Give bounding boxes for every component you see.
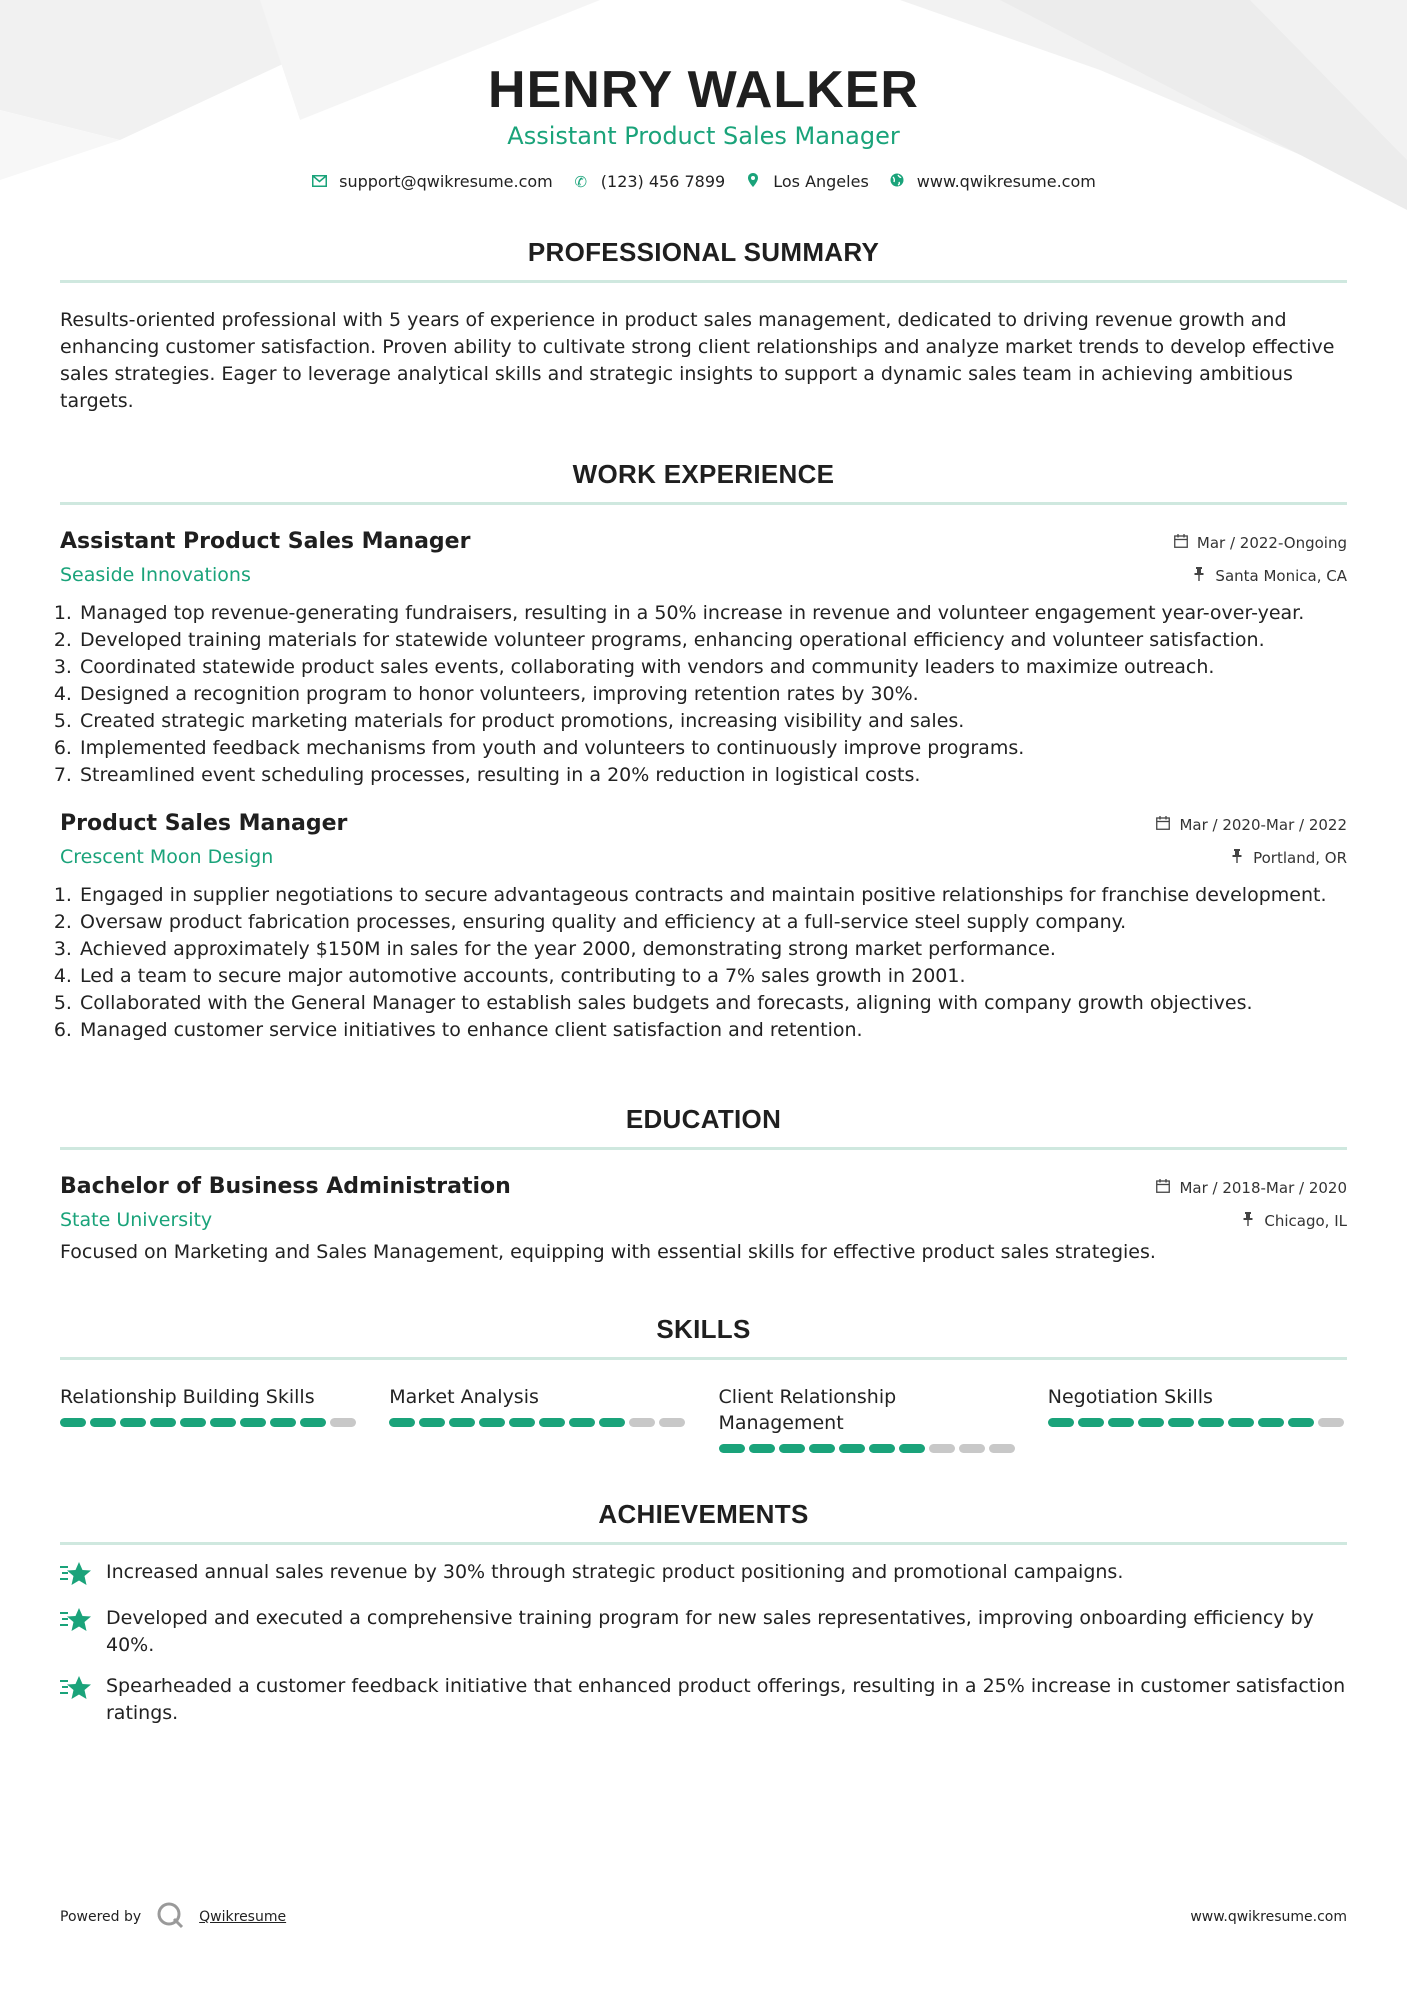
- phone-icon: ✆: [574, 172, 588, 191]
- job-dates-text: Mar / 2022-Ongoing: [1196, 534, 1347, 552]
- list-item: 1. Managed top revenue-generating fundraisers, resulting in a 50% increase in revenue and volunteer engagement year-over-year.: [78, 600, 1347, 627]
- skill-segment-filled: [509, 1418, 535, 1427]
- skill-segment-empty: [1318, 1418, 1344, 1427]
- skill-segment-filled: [210, 1418, 236, 1427]
- skill-segment-filled: [479, 1418, 505, 1427]
- contact-website[interactable]: [889, 172, 1096, 191]
- skill-segment-filled: [1078, 1418, 1104, 1427]
- job-dates: [1155, 816, 1347, 834]
- skills-section: [60, 1314, 1347, 1453]
- list-item: 2. Developed training materials for statewide volunteer programs, enhancing operational efficiency and volunteer satisfaction.: [78, 627, 1347, 654]
- skill-rating: [1048, 1418, 1347, 1427]
- skill-name: Relationship Building Skills: [60, 1386, 315, 1408]
- skill-segment-filled: [1108, 1418, 1134, 1427]
- skill-segment-filled: [719, 1444, 745, 1453]
- list-item: 3. Coordinated statewide product sales events, collaborating with vendors and community leaders to maximize outreach.: [78, 654, 1347, 681]
- skill-segment-filled: [749, 1444, 775, 1453]
- contact-location: [745, 172, 869, 191]
- summary-section: [60, 237, 1347, 415]
- skill-segment-filled: [809, 1444, 835, 1453]
- qwikresume-logo-icon: [155, 1900, 185, 1934]
- skill-segment-filled: [449, 1418, 475, 1427]
- skill-segment-filled: [569, 1418, 595, 1427]
- list-item: 4. Led a team to secure major automotive accounts, contributing to a 7% sales growth in 2001.: [78, 963, 1347, 990]
- skill-segment-empty: [989, 1444, 1015, 1453]
- skill-segment-filled: [120, 1418, 146, 1427]
- email-text[interactable]: support@qwikresume.com: [339, 172, 553, 191]
- skill-segment-filled: [1138, 1418, 1164, 1427]
- job-entry: [60, 811, 1347, 1044]
- powered-by-label: Powered by: [60, 1909, 142, 1925]
- section-divider: [60, 1357, 1347, 1360]
- achievement-item: [60, 1559, 1347, 1591]
- skill-segment-filled: [1258, 1418, 1284, 1427]
- skill-segment-filled: [1048, 1418, 1074, 1427]
- skill-rating: [719, 1444, 1018, 1453]
- footer-website[interactable]: www.qwikresume.com: [1190, 1909, 1347, 1925]
- resume-header: [60, 0, 1347, 191]
- company-name: Seaside Innovations: [60, 564, 251, 586]
- list-item: 1. Engaged in supplier negotiations to secure advantageous contracts and maintain positive relationships for franchise development.: [78, 882, 1347, 909]
- skill-segment-filled: [1228, 1418, 1254, 1427]
- skill-segment-empty: [929, 1444, 955, 1453]
- list-item: 3. Achieved approximately $150M in sales for the year 2000, demonstrating strong market performance.: [78, 936, 1347, 963]
- map-pin-icon: [745, 173, 761, 191]
- achievement-text: Developed and executed a comprehensive training program for new sales representatives, improving onboarding efficiency by 40%.: [106, 1607, 1314, 1656]
- brand-link[interactable]: Qwikresume: [199, 1909, 287, 1925]
- section-divider: [60, 1542, 1347, 1545]
- education-dates: [1155, 1179, 1347, 1197]
- page-footer: [60, 1900, 1347, 1934]
- skill-name: Client Relationship Management: [718, 1386, 897, 1434]
- pin-icon: [1240, 1212, 1256, 1230]
- job-location: [1191, 567, 1347, 585]
- list-item: 6. Managed customer service initiatives to enhance client satisfaction and retention.: [78, 1017, 1347, 1044]
- skill-segment-filled: [599, 1418, 625, 1427]
- calendar-icon: [1173, 534, 1189, 552]
- school-name: State University: [60, 1209, 213, 1231]
- education-description: Focused on Marketing and Sales Management, equipping with essential skills for effective product sales strategies.: [60, 1241, 1156, 1263]
- job-dates-text: Mar / 2020-Mar / 2022: [1179, 816, 1347, 834]
- skill-name: Market Analysis: [389, 1386, 539, 1408]
- location-text: Los Angeles: [773, 172, 869, 191]
- skill-segment-filled: [1198, 1418, 1224, 1427]
- section-divider: [60, 502, 1347, 505]
- job-title: Product Sales Manager: [60, 811, 348, 836]
- skill-segment-empty: [330, 1418, 356, 1427]
- skill-segment-filled: [419, 1418, 445, 1427]
- degree-title: Bachelor of Business Administration: [60, 1174, 511, 1199]
- achievement-item: [60, 1605, 1347, 1659]
- star-icon: [60, 1675, 92, 1705]
- skill-segment-filled: [270, 1418, 296, 1427]
- section-divider: [60, 280, 1347, 283]
- summary-text: Results-oriented professional with 5 years of experience in product sales management, dedicated to driving revenue growth and enhancing customer satisfaction. Proven ability to cultivate strong client relationships and analyze market trends to develop effective sales strategies. Eager to leverage analytical skills and strategic insights to support a dynamic sales team in achieving ambitious targets.: [60, 309, 1335, 412]
- skill-segment-filled: [1168, 1418, 1194, 1427]
- list-item: 2. Oversaw product fabrication processes, ensuring quality and efficiency at a full-service steel supply company.: [78, 909, 1347, 936]
- pin-icon: [1191, 567, 1207, 585]
- skill-segment-empty: [959, 1444, 985, 1453]
- job-title: Assistant Product Sales Manager: [60, 529, 471, 554]
- job-dates: [1173, 534, 1347, 552]
- skill-segment-empty: [629, 1418, 655, 1427]
- list-item: 6. Implemented feedback mechanisms from youth and volunteers to continuously improve programs.: [78, 735, 1347, 762]
- contact-bar: [60, 172, 1347, 191]
- education-section: [60, 1104, 1347, 1266]
- skill-segment-empty: [659, 1418, 685, 1427]
- website-text[interactable]: www.qwikresume.com: [916, 172, 1096, 191]
- job-entry: [60, 529, 1347, 789]
- experience-section: [60, 459, 1347, 1044]
- achievement-text: Increased annual sales revenue by 30% through strategic product positioning and promotional campaigns.: [106, 1561, 1124, 1583]
- job-location-text: Portland, OR: [1253, 849, 1347, 867]
- education-dates-text: Mar / 2018-Mar / 2020: [1179, 1179, 1347, 1197]
- achievement-text: Spearheaded a customer feedback initiative that enhanced product offerings, resulting in a 25% increase in customer satisfaction ratings.: [106, 1675, 1346, 1724]
- skill-rating: [60, 1418, 359, 1427]
- achievement-item: [60, 1673, 1347, 1727]
- section-heading-achievements: ACHIEVEMENTS: [598, 1499, 809, 1529]
- skill-segment-filled: [539, 1418, 565, 1427]
- star-icon: [60, 1561, 92, 1591]
- skill-segment-filled: [60, 1418, 86, 1427]
- envelope-icon: [311, 173, 327, 191]
- skill-segment-filled: [240, 1418, 266, 1427]
- achievements-section: [60, 1499, 1347, 1727]
- skill-name: Negotiation Skills: [1047, 1386, 1213, 1408]
- job-bullets: [60, 882, 1347, 1044]
- skill-segment-filled: [150, 1418, 176, 1427]
- skill-item: [1048, 1384, 1347, 1453]
- skill-segment-filled: [839, 1444, 865, 1453]
- candidate-title: Assistant Product Sales Manager: [507, 122, 900, 150]
- candidate-name: HENRY WALKER: [488, 61, 919, 119]
- skill-rating: [389, 1418, 688, 1427]
- section-divider: [60, 1147, 1347, 1150]
- company-name: Crescent Moon Design: [60, 846, 274, 868]
- skill-segment-filled: [389, 1418, 415, 1427]
- education-location-text: Chicago, IL: [1264, 1212, 1347, 1230]
- section-heading-education: EDUCATION: [625, 1104, 782, 1134]
- contact-phone[interactable]: [573, 172, 725, 191]
- skill-item: [719, 1384, 1018, 1453]
- job-location-text: Santa Monica, CA: [1215, 567, 1347, 585]
- skill-segment-filled: [899, 1444, 925, 1453]
- skills-grid: [60, 1384, 1347, 1453]
- section-heading-skills: SKILLS: [656, 1314, 751, 1344]
- job-bullets: [60, 600, 1347, 789]
- calendar-icon: [1155, 1179, 1171, 1197]
- skill-segment-filled: [779, 1444, 805, 1453]
- star-icon: [60, 1607, 92, 1637]
- list-item: 7. Streamlined event scheduling processes, resulting in a 20% reduction in logistical costs.: [78, 762, 1347, 789]
- education-location: [1240, 1212, 1347, 1230]
- section-heading-summary: PROFESSIONAL SUMMARY: [527, 237, 880, 267]
- calendar-icon: [1155, 816, 1171, 834]
- skill-segment-filled: [300, 1418, 326, 1427]
- phone-text[interactable]: (123) 456 7899: [600, 172, 726, 191]
- skill-segment-filled: [90, 1418, 116, 1427]
- powered-by: [60, 1900, 286, 1934]
- skill-segment-filled: [869, 1444, 895, 1453]
- skill-item: [389, 1384, 688, 1453]
- globe-icon: [889, 173, 905, 191]
- list-item: 5. Collaborated with the General Manager to establish sales budgets and forecasts, aligning with company growth objectives.: [78, 990, 1347, 1017]
- skill-segment-filled: [180, 1418, 206, 1427]
- job-location: [1229, 849, 1347, 867]
- section-heading-experience: WORK EXPERIENCE: [572, 459, 835, 489]
- list-item: 5. Created strategic marketing materials for product promotions, increasing visibility and sales.: [78, 708, 1347, 735]
- list-item: 4. Designed a recognition program to honor volunteers, improving retention rates by 30%.: [78, 681, 1347, 708]
- contact-email[interactable]: [311, 172, 553, 191]
- pin-icon: [1229, 849, 1245, 867]
- skill-item: [60, 1384, 359, 1453]
- skill-segment-filled: [1288, 1418, 1314, 1427]
